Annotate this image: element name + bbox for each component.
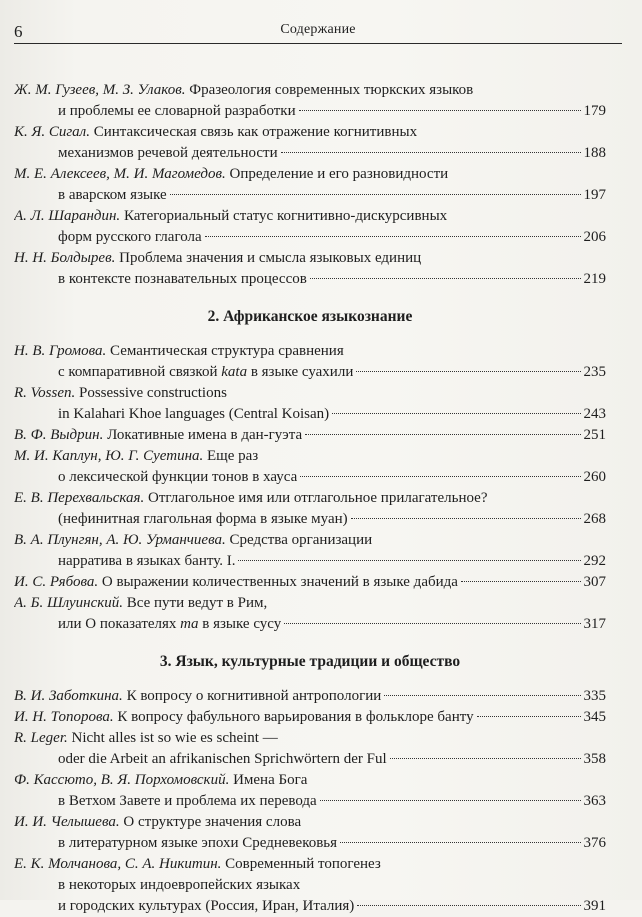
- running-header: [14, 22, 622, 48]
- entry-page: 251: [583, 427, 606, 443]
- entry-title: Проблема значения и смысла языковых единиц: [115, 250, 422, 266]
- entry-title: К вопросу о когнитивной антропологии: [122, 688, 382, 704]
- entry-author: R. Leger.: [14, 730, 68, 746]
- dot-leader: [356, 371, 580, 372]
- entry-title: Possessive constructions: [75, 385, 227, 401]
- entry-leader-line: [14, 362, 606, 383]
- entry-title: Отглагольное имя или отглагольное прилагательное?: [144, 490, 488, 506]
- entry-title-line: [14, 530, 606, 551]
- toc-entry: [14, 686, 606, 707]
- title-part: в языке суахили: [247, 364, 354, 380]
- entry-leader-line: [14, 551, 606, 572]
- entry-page: 317: [583, 616, 606, 632]
- toc-entry: [14, 122, 606, 164]
- dot-leader: [477, 716, 581, 717]
- entry-leader-line: [14, 791, 606, 812]
- entry-author: Н. Н. Болдырев.: [14, 250, 116, 266]
- dot-leader: [284, 623, 580, 624]
- entry-author: К. Я. Сигал.: [14, 124, 90, 140]
- dot-leader: [238, 560, 580, 561]
- page-number: 6: [14, 22, 23, 41]
- entry-title-cont: в Ветхом Завете и проблема их перевода: [58, 793, 317, 809]
- italic-term: kata: [221, 364, 248, 380]
- entry-title-line: [14, 425, 302, 446]
- entry-leader-line: [14, 686, 606, 707]
- entry-author: В. И. Заботкина.: [14, 688, 123, 704]
- entry-page: 188: [583, 145, 606, 161]
- dot-leader: [357, 905, 580, 906]
- entry-title-line: [14, 686, 381, 707]
- entry-page: 243: [583, 406, 606, 422]
- entry-leader-line: [14, 833, 606, 854]
- dot-leader: [351, 518, 581, 519]
- entry-page: 376: [583, 835, 606, 851]
- toc-entry: [14, 488, 606, 530]
- toc-entry: [14, 164, 606, 206]
- entry-title: Определение и его разновидности: [225, 166, 449, 182]
- entry-title-line: [14, 488, 606, 509]
- entry-author: А. Л. Шарандин.: [14, 208, 121, 224]
- entry-title-cont: нарратива в языках банту. I.: [58, 553, 236, 569]
- entry-page: 235: [583, 364, 606, 380]
- entry-author: В. А. Плунгян, А. Ю. Урманчиева.: [14, 532, 226, 548]
- entry-page: 307: [583, 574, 606, 590]
- entry-leader-line: [14, 614, 606, 635]
- entry-title-cont: в аварском языке: [58, 187, 167, 203]
- entry-title-line: [14, 164, 606, 185]
- entry-title: Синтаксическая связь как отражение когнитивных: [89, 124, 418, 140]
- dot-leader: [300, 476, 580, 477]
- dot-leader: [170, 194, 581, 195]
- entry-title-line: [14, 80, 606, 101]
- entry-title-line: [14, 383, 606, 404]
- dot-leader: [332, 413, 580, 414]
- toc-entry: [14, 728, 606, 770]
- entry-title-line: [14, 248, 606, 269]
- entry-title: Семантическая структура сравнения: [106, 343, 344, 359]
- entry-title: Фразеология современных тюркских языков: [185, 82, 474, 98]
- entry-title-cont: в литературном языке эпохи Средневековья: [58, 835, 338, 851]
- entry-leader-line: [14, 572, 606, 593]
- entry-page: 358: [583, 751, 606, 767]
- entry-title-line: [14, 446, 606, 467]
- entry-page: 260: [583, 469, 606, 485]
- entry-author: Е. К. Молчанова, С. А. Никитин.: [14, 856, 222, 872]
- entry-title-cont: в контексте познавательных процессов: [58, 271, 307, 287]
- entry-title-cont: in Kalahari Khoe languages (Central Koisan): [58, 406, 330, 422]
- entry-title-cont: (нефинитная глагольная форма в языке муан): [58, 511, 348, 527]
- entry-title-line: [14, 593, 606, 614]
- toc-entry: [14, 707, 606, 728]
- toc-entry: [14, 770, 606, 812]
- entry-author: М. И. Каплун, Ю. Г. Суетина.: [14, 448, 204, 464]
- entry-title-cont: о лексической функции тонов в хауса: [58, 469, 298, 485]
- entry-author: Ф. Кассюто, В. Я. Порхомовский.: [14, 772, 230, 788]
- dot-leader: [305, 434, 580, 435]
- dot-leader: [205, 236, 581, 237]
- entry-title-line: [14, 206, 606, 227]
- dot-leader: [310, 278, 581, 279]
- dot-leader: [320, 800, 581, 801]
- entry-author: И. И. Челышева.: [14, 814, 120, 830]
- entry-title-line: [14, 812, 606, 833]
- toc-entry: [14, 572, 606, 593]
- entry-title: Еще раз: [203, 448, 259, 464]
- dot-leader: [461, 581, 581, 582]
- header-rule: [14, 43, 622, 44]
- entry-leader-line: [14, 896, 606, 917]
- entry-continuation: [14, 875, 606, 896]
- toc-entry: [14, 854, 606, 917]
- entry-leader-line: [14, 101, 606, 122]
- entry-author: И. С. Рябова.: [14, 574, 99, 590]
- entry-title-cont: механизмов речевой деятельности: [58, 145, 278, 161]
- section-heading: 2. Африканское языкознание: [207, 308, 413, 325]
- entry-title-cont: [58, 362, 353, 383]
- toc-entry: [14, 446, 606, 488]
- entry-leader-line: [14, 269, 606, 290]
- entry-page: 268: [583, 511, 606, 527]
- toc-entry: [14, 593, 606, 635]
- entry-title: О выражении количественных значений в языке дабида: [98, 574, 458, 590]
- entry-title: О структуре значения слова: [119, 814, 302, 830]
- table-of-contents: [14, 80, 606, 917]
- entry-title: Категориальный статус когнитивно-дискурсивных: [120, 208, 448, 224]
- entry-author: Е. В. Перехвальская.: [14, 490, 145, 506]
- section-heading: 3. Язык, культурные традиции и общество: [159, 653, 461, 670]
- entry-title: Nicht alles ist so wie es scheint —: [67, 730, 278, 746]
- entry-author: Н. В. Громова.: [14, 343, 107, 359]
- toc-entry: [14, 530, 606, 572]
- entry-leader-line: [14, 707, 606, 728]
- entry-title-cont: и проблемы ее словарной разработки: [58, 103, 296, 119]
- entry-title-line: [14, 770, 606, 791]
- entry-leader-line: [14, 509, 606, 530]
- entry-page: 363: [583, 793, 606, 809]
- dot-leader: [390, 758, 581, 759]
- entry-title-line: [14, 854, 606, 875]
- entry-leader-line: [14, 185, 606, 206]
- entry-page: 179: [583, 103, 606, 119]
- entry-title: Современный топогенез: [221, 856, 381, 872]
- toc-entry: [14, 206, 606, 248]
- toc-entry: [14, 812, 606, 854]
- entry-author: R. Vossen.: [14, 385, 76, 401]
- entry-author: М. Е. Алексеев, М. И. Магомедов.: [14, 166, 226, 182]
- title-part: или О показателях: [58, 616, 181, 632]
- entry-title-cont: [58, 614, 281, 635]
- entry-page: 345: [583, 709, 606, 725]
- entry-title-cont: oder die Arbeit an afrikanischen Sprichwörtern der Ful: [58, 751, 387, 767]
- entry-page: 335: [583, 688, 606, 704]
- entry-leader-line: [14, 749, 606, 770]
- toc-entry: [14, 248, 606, 290]
- dot-leader: [340, 842, 580, 843]
- dot-leader: [384, 695, 580, 696]
- entry-page: 219: [583, 271, 606, 287]
- entry-page: 292: [583, 553, 606, 569]
- entry-leader-line: [14, 425, 606, 446]
- entry-leader-line: [14, 143, 606, 164]
- entry-title-line: [14, 572, 458, 593]
- entry-title: Имена Бога: [229, 772, 308, 788]
- entry-page: 206: [583, 229, 606, 245]
- entry-leader-line: [14, 227, 606, 248]
- entry-page: 197: [583, 187, 606, 203]
- entry-leader-line: [14, 404, 606, 425]
- toc-entry: [14, 383, 606, 425]
- running-title: Содержание: [280, 22, 356, 37]
- title-part: с компаративной связкой: [58, 364, 222, 380]
- entry-title-line: [14, 122, 606, 143]
- entry-author: Ж. М. Гузеев, М. З. Улаков.: [14, 82, 186, 98]
- entry-title-cont: и городских культурах (Россия, Иран, Италия): [58, 898, 355, 914]
- entry-page: 391: [583, 898, 606, 914]
- entry-title: Локативные имена в дан-гуэта: [103, 427, 303, 443]
- entry-author: В. Ф. Выдрин.: [14, 427, 104, 443]
- entry-author: А. Б. Шлуинский.: [14, 595, 124, 611]
- entry-title-cont: форм русского глагола: [58, 229, 202, 245]
- entry-title: К вопросу фабульного варьирования в фольклоре банту: [113, 709, 474, 725]
- toc-entry: [14, 80, 606, 122]
- entry-title-line: [14, 341, 606, 362]
- italic-term: ma: [180, 616, 199, 632]
- entry-leader-line: [14, 467, 606, 488]
- toc-entry: [14, 425, 606, 446]
- dot-leader: [281, 152, 581, 153]
- entry-title-cont: в некоторых индоевропейских языках: [58, 877, 301, 893]
- entry-author: И. Н. Топорова.: [14, 709, 114, 725]
- entry-title-line: [14, 728, 606, 749]
- toc-entry: [14, 341, 606, 383]
- title-part: в языке сусу: [198, 616, 282, 632]
- entry-title-line: [14, 707, 474, 728]
- entry-title: Все пути ведут в Рим,: [123, 595, 268, 611]
- dot-leader: [299, 110, 581, 111]
- entry-title: Средства организации: [225, 532, 373, 548]
